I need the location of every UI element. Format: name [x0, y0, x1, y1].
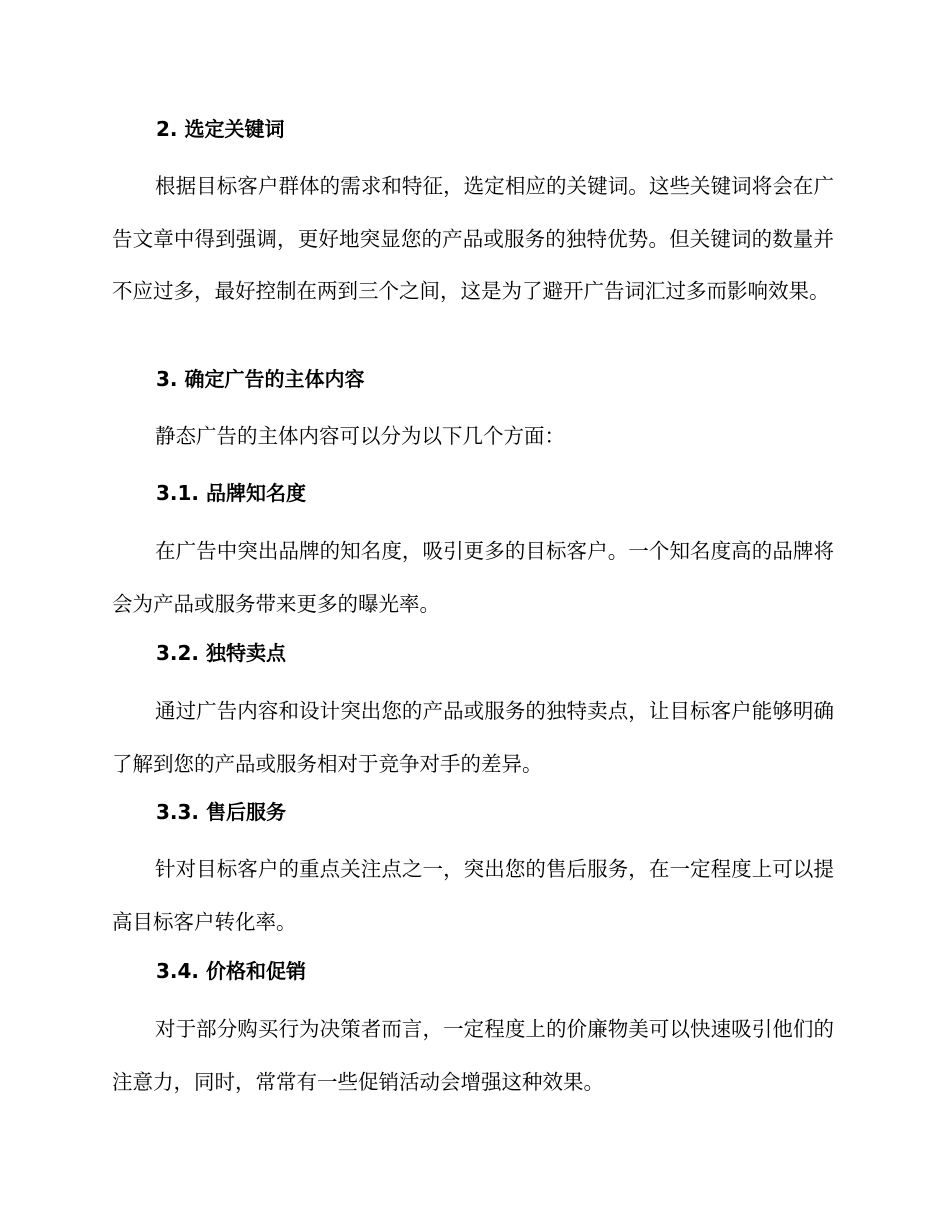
section-heading-3-4: 3.4. 价格和促销 — [156, 959, 306, 983]
section-heading-2: 2. 选定关键词 — [156, 117, 285, 141]
section-heading-3-1: 3.1. 品牌知名度 — [156, 481, 306, 505]
section-2-paragraph: 根据目标客户群体的需求和特征，选定相应的关键词。这些关键词将会在广告文章中得到强调，更好地突显您的产品或服务的独特优势。但关键词的数量并不应过多，最好控制在两到三个之间，这是为了避开广告词汇过多而影响效果。 — [112, 174, 834, 303]
section-3-2-paragraph: 通过广告内容和设计突出您的产品或服务的独特卖点，让目标客户能够明确了解到您的产品或服务相对于竞争对手的差异。 — [112, 699, 834, 776]
section-3-3-paragraph: 针对目标客户的重点关注点之一，突出您的售后服务，在一定程度上可以提高目标客户转化率。 — [112, 857, 834, 934]
section-heading-3: 3. 确定广告的主体内容 — [156, 367, 365, 391]
section-3-4-paragraph: 对于部分购买行为决策者而言，一定程度上的价廉物美可以快速吸引他们的注意力，同时，常常有一些促销活动会增强这种效果。 — [112, 1017, 834, 1094]
section-heading-3-3: 3.3. 售后服务 — [156, 800, 286, 824]
section-3-1-paragraph: 在广告中突出品牌的知名度，吸引更多的目标客户。一个知名度高的品牌将会为产品或服务带来更多的曝光率。 — [112, 539, 834, 616]
section-3-paragraph: 静态广告的主体内容可以分为以下几个方面： — [155, 424, 565, 448]
section-heading-3-2: 3.2. 独特卖点 — [156, 641, 286, 665]
